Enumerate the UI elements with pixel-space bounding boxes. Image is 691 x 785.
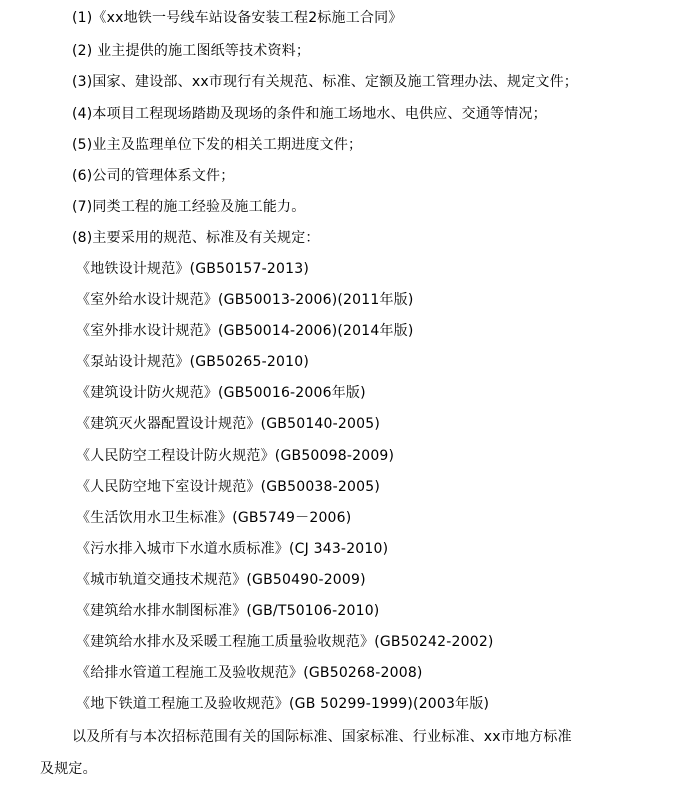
standard-item: 《建筑灭火器配置设计规范》(GB50140-2005) <box>76 416 380 432</box>
standard-item: 《室外排水设计规范》(GB50014-2006)(2014年版) <box>76 323 414 339</box>
basis-item-8: (8)主要采用的规范、标准及有关规定： <box>72 230 320 246</box>
standard-item: 《地下铁道工程施工及验收规范》(GB 50299-1999)(2003年版) <box>76 696 490 712</box>
standard-item: 《泵站设计规范》(GB50265-2010) <box>76 354 309 370</box>
standard-item: 《生活饮用水卫生标准》(GB5749－2006) <box>76 510 352 526</box>
standard-item: 《地铁设计规范》(GB50157-2013) <box>76 261 309 277</box>
basis-item-2: (2) 业主提供的施工图纸等技术资料； <box>72 43 311 59</box>
closing-paragraph-line-2: 及规定。 <box>40 761 97 777</box>
standard-item: 《建筑给水排水制图标准》(GB/T50106-2010) <box>76 603 380 619</box>
basis-item-3: (3)国家、建设部、xx市现行有关规范、标准、定额及施工管理办法、规定文件； <box>72 74 578 90</box>
basis-item-5: (5)业主及监理单位下发的相关工期进度文件； <box>72 137 363 153</box>
standard-item: 《城市轨道交通技术规范》(GB50490-2009) <box>76 572 366 588</box>
standard-item: 《建筑设计防火规范》(GB50016-2006年版) <box>76 385 366 401</box>
basis-item-7: (7)同类工程的施工经验及施工能力。 <box>72 199 306 215</box>
standard-item: 《污水排入城市下水道水质标准》(CJ 343-2010) <box>76 541 389 557</box>
basis-item-1: (1)《xx地铁一号线车站设备安装工程2标施工合同》 <box>72 10 403 26</box>
basis-item-4: (4)本项目工程现场踏勘及现场的条件和施工场地水、电供应、交通等情况； <box>72 106 547 122</box>
standard-item: 《建筑给水排水及采暖工程施工质量验收规范》(GB50242-2002) <box>76 634 494 650</box>
standard-item: 《给排水管道工程施工及验收规范》(GB50268-2008) <box>76 665 423 681</box>
standard-item: 《人民防空地下室设计规范》(GB50038-2005) <box>76 479 380 495</box>
standard-item: 《人民防空工程设计防火规范》(GB50098-2009) <box>76 448 395 464</box>
standard-item: 《室外给水设计规范》(GB50013-2006)(2011年版) <box>76 292 414 308</box>
closing-paragraph-line-1: 以及所有与本次招标范围有关的国际标准、国家标准、行业标准、xx市地方标准 <box>72 729 572 745</box>
basis-item-6: (6)公司的管理体系文件； <box>72 168 235 184</box>
